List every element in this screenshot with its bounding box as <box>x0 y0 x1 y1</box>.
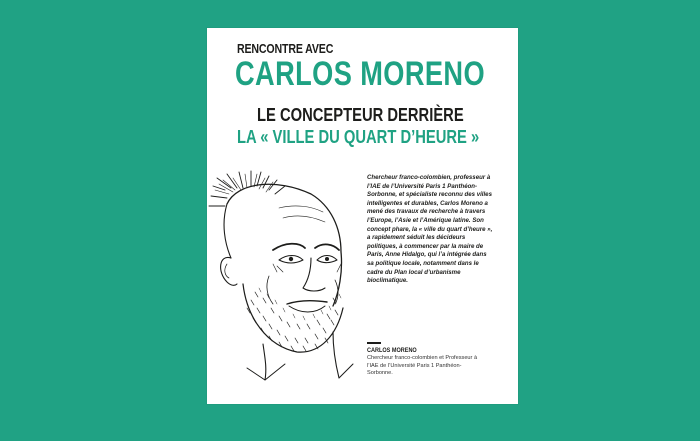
caption-divider <box>367 342 381 344</box>
subtitle-line-2: LA « VILLE DU QUART D’HEURE » <box>237 127 480 147</box>
caption-name: CARLOS MORENO <box>367 347 417 354</box>
headline-name: CARLOS MORENO <box>235 55 485 93</box>
magazine-page <box>207 28 518 404</box>
portrait-line-drawing-icon <box>207 168 362 383</box>
caption-text: Chercheur franco-colombien et Professeur à l’IAE de l’Université Paris 1 Panthéon-Sorbonne. <box>367 355 478 377</box>
kicker: RENCONTRE AVEC <box>237 42 334 56</box>
subtitle-line-1: LE CONCEPTEUR DERRIÈRE <box>257 105 464 125</box>
bio-paragraph: Chercheur franco-colombien, professeur à l’IAE de l’Université Paris 1 Panthéon-Sorbonne, et spécialiste reconnu des villes intelligentes et durables, Carlos Moreno a mené des travaux de recherche à travers l’Europe, l’Asie et l’Amérique latine. Son concept phare, la « ville du quart d’heure », a rapidement séduit les décideurs politiques, à commencer par la maire de Paris, Anne Hidalgo, qui l’a intégrée dans sa politique locale, notamment dans le cadre du Plan local d’urbanisme bioclimatique. <box>367 174 493 285</box>
